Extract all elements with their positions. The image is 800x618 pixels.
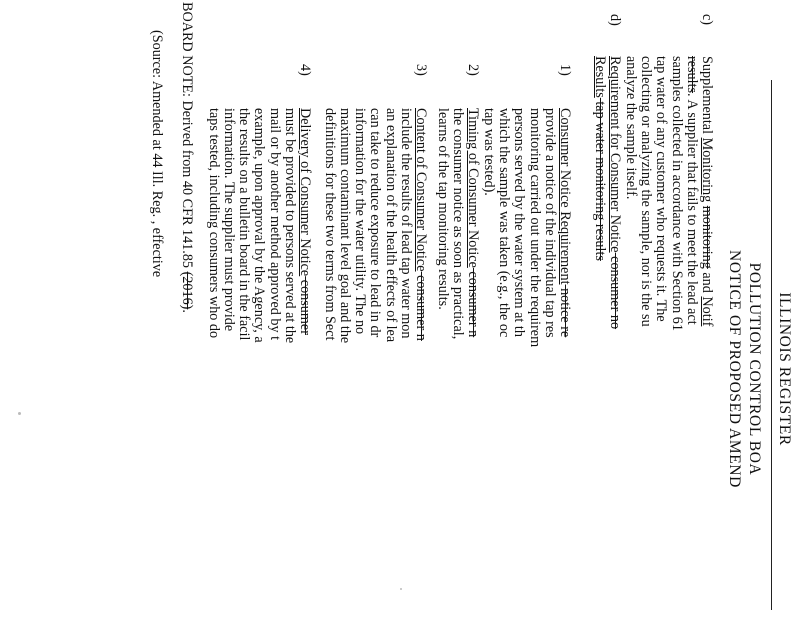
item-c-line-2 [684,56,699,331]
subitem-4-line-1 [297,108,312,343]
item-d-heading [592,56,622,329]
text-struck: consumer no [607,252,623,330]
subitem-1-line-1 [557,108,572,347]
text-struck: consumer n [465,267,481,338]
subitem-1-line-5: which the sample was taken (e.g., the oc [496,108,513,338]
source-note [149,30,164,277]
text-struck: monitoring [699,205,715,269]
text-underlined: Notif [699,296,715,327]
item-c-line-5: collecting or analyzing the sample, nor is the su [638,56,655,327]
board-note [179,2,194,313]
text: . A supplier that fails to meet the lead act [683,93,700,325]
item-c-line-6: analyze the sample itself. [622,56,639,200]
text-underlined: Requirement for Consumer Notice [607,56,623,253]
subitem-1-line-6: tap was tested). [480,108,497,196]
item-c-label: c) [699,14,715,26]
subitem-4-line-5: the results on a bulletin board in the facil [236,108,253,341]
subitem-1-line-4: persons served by the water system at th [511,108,528,337]
subitem-1-line-3: monitoring carried out under the requirem [526,108,543,348]
text-underlined: Delivery of Consumer Notice [297,108,313,277]
text-struck: notice re [557,284,573,338]
text: . [179,309,195,313]
notice-title: NOTICE OF PROPOSED AMEND [726,250,743,488]
subitem-3-label: 3) [413,64,429,76]
subitem-1-paragraph [481,108,572,347]
subitem-4-line-3: mail or by another method approved by t [266,108,283,341]
text-struck: consumer [297,276,313,335]
subitem-4-line-4: example, upon approval by the Agency, a [251,108,268,343]
text-struck: (2016) [179,271,195,310]
subitem-3-line-3: an explanation of the health effects of lea [382,108,399,343]
text-underlined: Results [591,56,608,98]
subitem-4-label: 4) [297,64,313,76]
subitem-1-label: 1) [557,64,573,76]
text-struck: tap water monitoring results [591,97,608,261]
subitem-3-line-2: include the results of lead tap water mon [397,108,414,339]
item-d-label: d) [607,14,623,26]
item-c-paragraph [623,56,714,331]
text: Supplemental [699,56,715,138]
subitem-4-line-6: information. The supplier must provide [220,108,237,332]
text: BOARD NOTE: Derived from 40 CFR 141.85 [179,2,195,272]
subitem-4-line-7: taps tested, including consumers who do [205,108,222,339]
text: (Source: Amended at 44 Ill. Reg. [149,30,165,221]
subitem-2-line-1 [465,108,480,339]
subitem-3-line-4: can take to reduce exposure to lead in dr [367,108,384,338]
text-underlined: Requirement [557,211,573,285]
item-c-line-4: tap water of any customer who requests it. The [653,56,670,322]
subitem-3-line-5: information for the water utility. The no [352,108,369,335]
subitem-2-paragraph [434,108,480,339]
text-struck: results [683,56,700,94]
subitem-2-line-3: learns of the tap monitoring results. [434,108,451,310]
subitem-3-paragraph [322,108,428,343]
subitem-4-line-2: must be provided to persons served at the [281,108,298,344]
text: and [699,268,715,297]
item-c-line-1 [699,56,714,331]
item-d-line-2 [592,56,607,329]
text-underlined: Timing of Consumer Notice [465,108,481,268]
subitem-1-line-2: provide a notice of the individual tap res [541,108,558,338]
text-struck: consumer n [413,271,429,341]
text-underlined: Consumer Notice [557,108,573,212]
register-title: ILLINOIS REGISTER [776,292,793,446]
text-underlined: Content of Consumer Notice [413,108,429,272]
scan-speck [400,588,402,590]
subitem-4-paragraph [206,108,312,343]
subitem-3-line-7: definitions for these two terms from Sect [321,108,338,341]
item-c-line-3: samples collected in accordance with Section 61 [668,56,685,331]
text-underlined: Monitoring [699,137,715,203]
header-rule [771,80,772,610]
subitem-3-line-6: maximum contaminant level goal and the [336,108,353,344]
subitem-2-line-2: the consumer notice as soon as practical, [449,108,466,340]
text: , effective [149,220,165,278]
subitem-2-label: 2) [465,64,481,76]
subitem-3-line-1 [413,108,428,343]
scan-speck [18,412,21,415]
board-title: POLLUTION CONTROL BOA [746,262,763,476]
item-d-line-1 [607,56,622,329]
